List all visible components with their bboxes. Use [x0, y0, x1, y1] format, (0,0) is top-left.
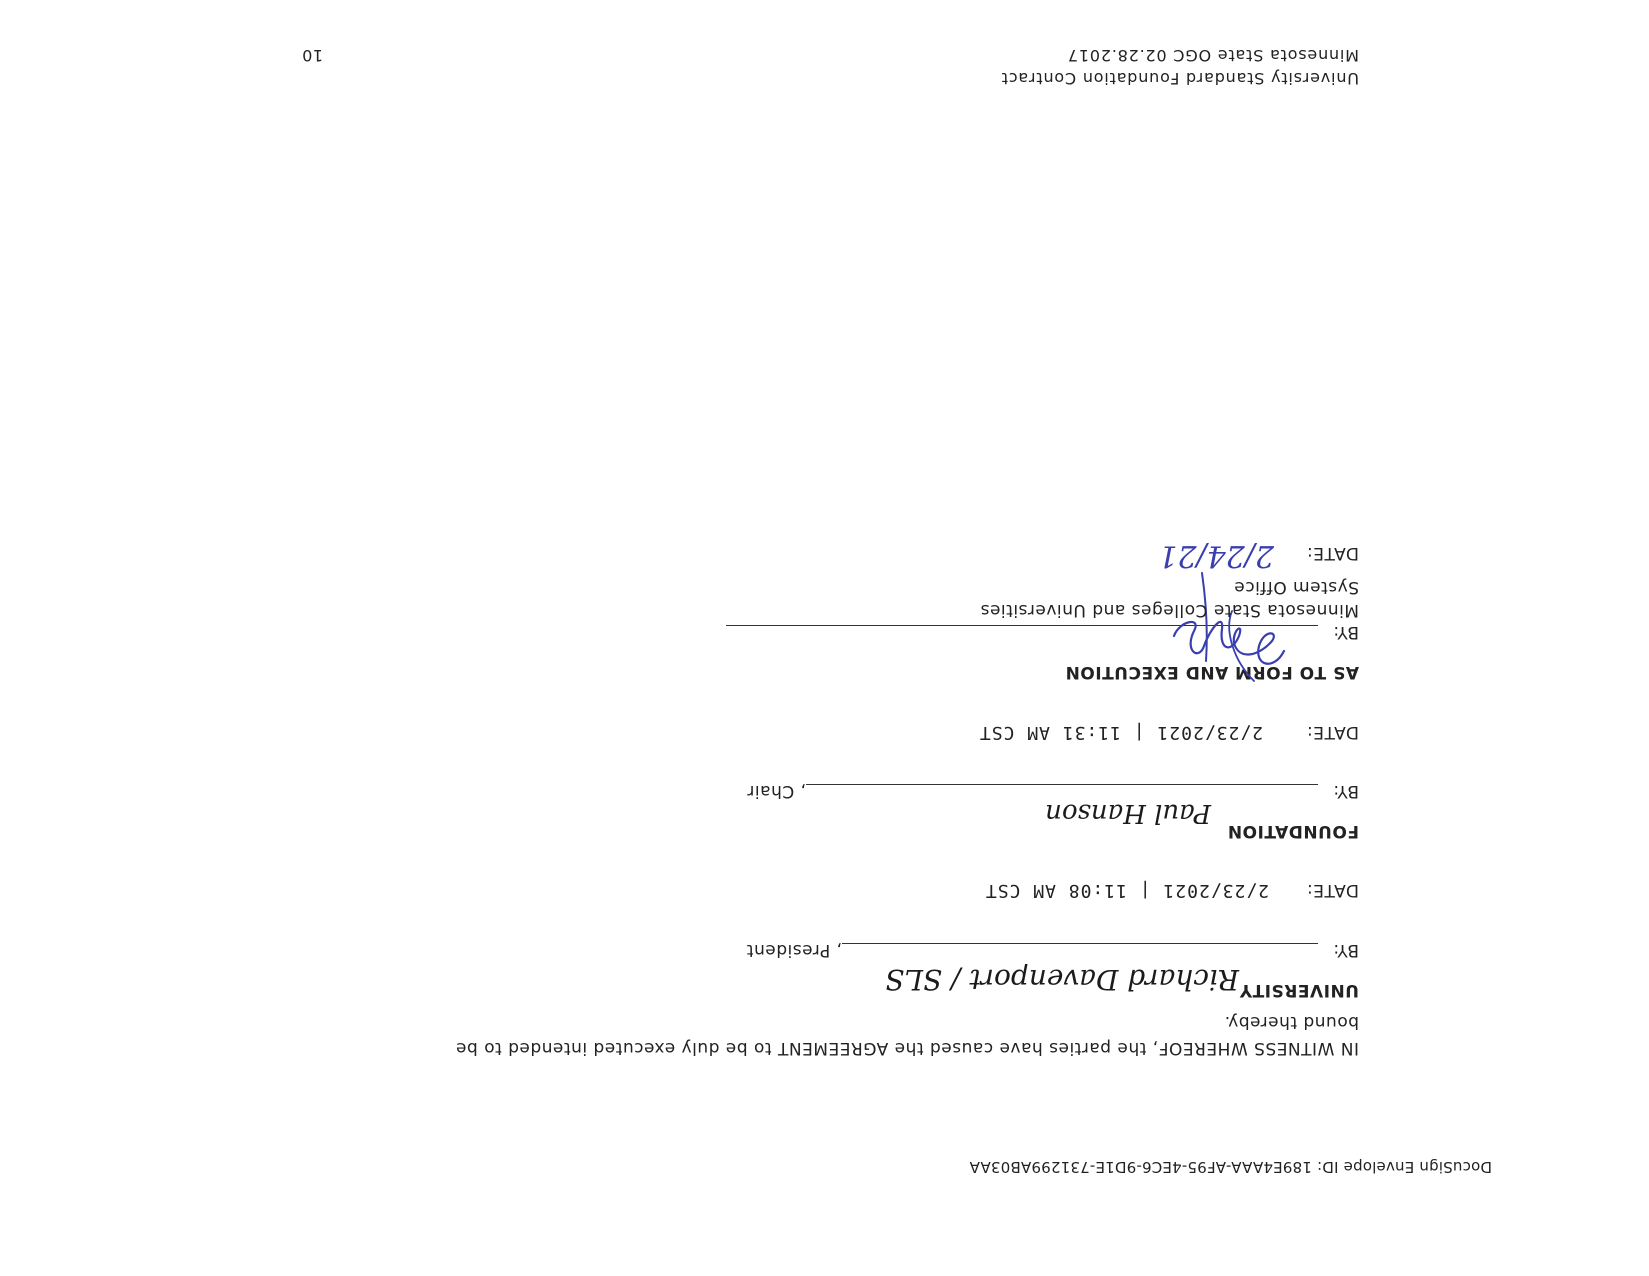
form-execution-date-value: 2/24/21 — [1158, 538, 1274, 573]
university-date-value: 2/23/2021 | 11:08 AM CST — [984, 880, 1269, 901]
foundation-date-label: DATE: — [1306, 722, 1359, 742]
foundation-by-label: BY: — [1332, 781, 1359, 801]
foundation-date-value: 2/23/2021 | 11:31 AM CST — [978, 722, 1263, 743]
foundation-heading: FOUNDATION — [1227, 821, 1359, 841]
university-signature-line — [842, 943, 1318, 944]
university-by-label: BY: — [1332, 940, 1359, 960]
university-heading: UNIVERSITY — [1239, 980, 1359, 1000]
form-execution-org-line-1: Minnesota State Colleges and Universities — [980, 600, 1359, 620]
form-execution-by-label: BY: — [1332, 622, 1359, 642]
witness-line-2: bound thereby. — [1224, 1012, 1359, 1032]
university-date-label: DATE: — [1306, 880, 1359, 900]
university-title: , President — [746, 940, 842, 960]
footer-line-1: University Standard Foundation Contract — [1000, 69, 1359, 88]
page-number: 10 — [301, 46, 323, 65]
form-execution-heading: AS TO FORM AND EXECUTION — [1065, 662, 1359, 682]
footer-line-2: Minnesota State OGC 02.28.2017 — [1067, 46, 1359, 65]
witness-line-1: IN WITNESS WHEREOF, the parties have caused the AGREEMENT to be duly executed intended to be — [455, 1038, 1359, 1058]
foundation-signature: Paul Hanson — [1045, 798, 1211, 828]
foundation-signature-line — [806, 784, 1318, 785]
foundation-title: , Chair — [746, 781, 806, 801]
university-signature: Richard Davenport / SLS — [885, 963, 1239, 996]
form-execution-date-label: DATE: — [1306, 543, 1359, 563]
form-execution-org-line-2: System Office — [1233, 577, 1359, 597]
envelope-id: DocuSign Envelope ID: 189E4AAA-AF95-4EC6-9D1E-731299AB03AA — [969, 1158, 1492, 1176]
